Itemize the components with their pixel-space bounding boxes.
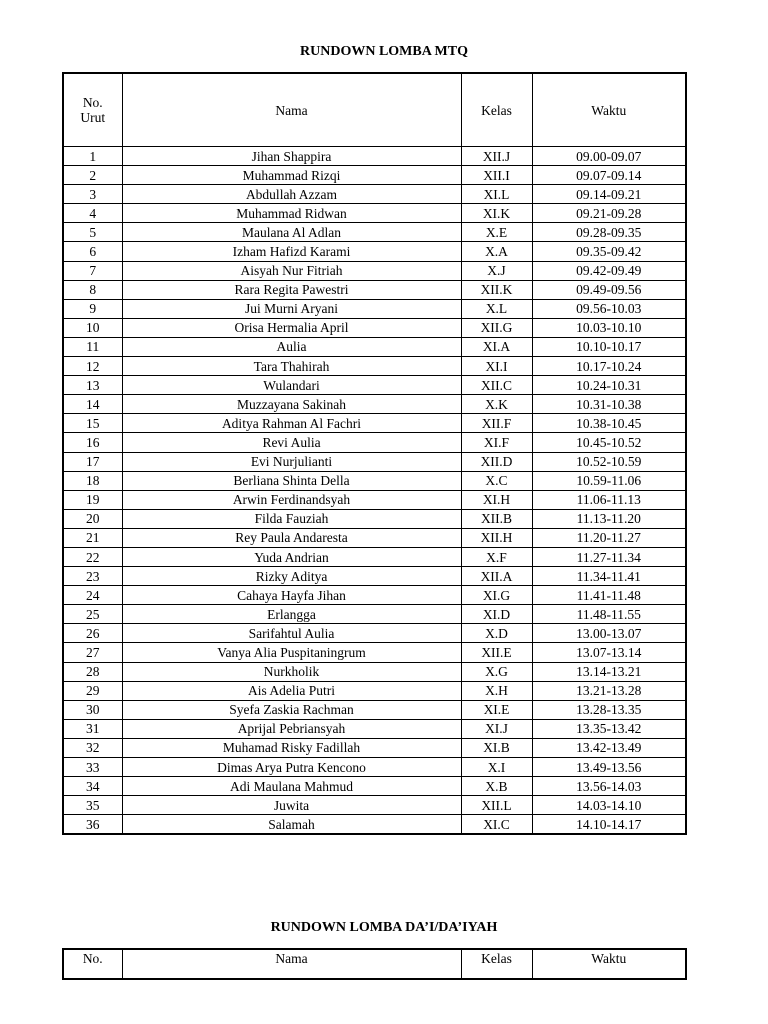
- header-kelas: Kelas: [461, 949, 532, 979]
- table-row: [63, 719, 686, 738]
- cell-nama: Erlangga: [122, 605, 461, 624]
- cell-kelas: XI.I: [461, 357, 532, 376]
- cell-no: 9: [63, 299, 122, 318]
- cell-no: 1: [63, 147, 122, 166]
- cell-waktu: 11.41-11.48: [532, 586, 686, 605]
- cell-kelas: X.C: [461, 471, 532, 490]
- cell-no: 18: [63, 471, 122, 490]
- cell-no: 10: [63, 318, 122, 337]
- cell-nama: Rizky Aditya: [122, 567, 461, 586]
- cell-no: 27: [63, 643, 122, 662]
- cell-nama: Dimas Arya Putra Kencono: [122, 758, 461, 777]
- cell-waktu: 10.52-10.59: [532, 452, 686, 471]
- cell-kelas: X.H: [461, 681, 532, 700]
- cell-nama: Aisyah Nur Fitriah: [122, 261, 461, 280]
- cell-nama: Muzzayana Sakinah: [122, 395, 461, 414]
- table-row: [63, 299, 686, 318]
- cell-waktu: 10.17-10.24: [532, 357, 686, 376]
- header-waktu: Waktu: [532, 73, 686, 147]
- table-row: [63, 681, 686, 700]
- dai-rundown-title: RUNDOWN LOMBA DA’I/DA’IYAH: [270, 920, 498, 935]
- table-row: [63, 758, 686, 777]
- table-row: [63, 624, 686, 643]
- cell-nama: Aprijal Pebriansyah: [122, 719, 461, 738]
- cell-waktu: 09.35-09.42: [532, 242, 686, 261]
- header-kelas: Kelas: [461, 73, 532, 147]
- cell-no: 29: [63, 681, 122, 700]
- cell-kelas: X.B: [461, 777, 532, 796]
- cell-no: 22: [63, 547, 122, 566]
- cell-nama: Jui Murni Aryani: [122, 299, 461, 318]
- cell-nama: Wulandari: [122, 376, 461, 395]
- cell-waktu: 09.07-09.14: [532, 166, 686, 185]
- cell-nama: Nurkholik: [122, 662, 461, 681]
- table-row: [63, 357, 686, 376]
- cell-no: 24: [63, 586, 122, 605]
- table-row: [63, 605, 686, 624]
- cell-waktu: 11.27-11.34: [532, 547, 686, 566]
- cell-nama: Maulana Al Adlan: [122, 223, 461, 242]
- cell-no: 7: [63, 261, 122, 280]
- table-row: [63, 509, 686, 528]
- cell-kelas: XII.E: [461, 643, 532, 662]
- cell-waktu: 09.42-09.49: [532, 261, 686, 280]
- cell-kelas: XI.C: [461, 815, 532, 835]
- table-row: [63, 337, 686, 356]
- table-row: [63, 395, 686, 414]
- cell-no: 13: [63, 376, 122, 395]
- cell-kelas: XI.G: [461, 586, 532, 605]
- cell-kelas: XII.B: [461, 509, 532, 528]
- table-row: [63, 490, 686, 509]
- cell-no: 6: [63, 242, 122, 261]
- table-row: [63, 796, 686, 815]
- cell-nama: Abdullah Azzam: [122, 185, 461, 204]
- cell-nama: Ais Adelia Putri: [122, 681, 461, 700]
- cell-no: 26: [63, 624, 122, 643]
- cell-no: 28: [63, 662, 122, 681]
- cell-no: 19: [63, 490, 122, 509]
- cell-kelas: XII.F: [461, 414, 532, 433]
- cell-kelas: XI.A: [461, 337, 532, 356]
- cell-kelas: X.K: [461, 395, 532, 414]
- cell-waktu: 13.49-13.56: [532, 758, 686, 777]
- cell-no: 4: [63, 204, 122, 223]
- header-nama: Nama: [122, 73, 461, 147]
- table-row: [63, 567, 686, 586]
- cell-kelas: XII.D: [461, 452, 532, 471]
- cell-nama: Sarifahtul Aulia: [122, 624, 461, 643]
- cell-waktu: 14.10-14.17: [532, 815, 686, 835]
- cell-waktu: 13.56-14.03: [532, 777, 686, 796]
- table-row: [63, 777, 686, 796]
- cell-no: 11: [63, 337, 122, 356]
- header-no-line2: Urut: [80, 110, 106, 125]
- cell-no: 33: [63, 758, 122, 777]
- cell-nama: Evi Nurjulianti: [122, 452, 461, 471]
- cell-no: 34: [63, 777, 122, 796]
- cell-nama: Rara Regita Pawestri: [122, 280, 461, 299]
- cell-no: 8: [63, 280, 122, 299]
- cell-waktu: 10.10-10.17: [532, 337, 686, 356]
- cell-kelas: X.A: [461, 242, 532, 261]
- table-row: [63, 147, 686, 166]
- cell-kelas: X.L: [461, 299, 532, 318]
- cell-nama: Filda Fauziah: [122, 509, 461, 528]
- table-row: [63, 452, 686, 471]
- cell-nama: Tara Thahirah: [122, 357, 461, 376]
- cell-no: 15: [63, 414, 122, 433]
- cell-nama: Juwita: [122, 796, 461, 815]
- table-row: [63, 528, 686, 547]
- header-nama: Nama: [122, 949, 461, 979]
- header-no: No.: [63, 949, 122, 979]
- cell-waktu: 10.31-10.38: [532, 395, 686, 414]
- cell-waktu: 11.13-11.20: [532, 509, 686, 528]
- cell-waktu: 09.00-09.07: [532, 147, 686, 166]
- cell-waktu: 13.00-13.07: [532, 624, 686, 643]
- cell-waktu: 10.59-11.06: [532, 471, 686, 490]
- cell-nama: Muhammad Ridwan: [122, 204, 461, 223]
- mtq-rundown-body: [63, 147, 686, 835]
- table-row: [63, 204, 686, 223]
- table-row: [63, 185, 686, 204]
- cell-kelas: X.E: [461, 223, 532, 242]
- cell-no: 25: [63, 605, 122, 624]
- cell-no: 17: [63, 452, 122, 471]
- mtq-rundown-table: [62, 72, 687, 835]
- cell-nama: Muhammad Rizqi: [122, 166, 461, 185]
- cell-no: 5: [63, 223, 122, 242]
- cell-kelas: XI.L: [461, 185, 532, 204]
- cell-waktu: 13.42-13.49: [532, 738, 686, 757]
- cell-nama: Jihan Shappira: [122, 147, 461, 166]
- cell-nama: Adi Maulana Mahmud: [122, 777, 461, 796]
- cell-nama: Rey Paula Andaresta: [122, 528, 461, 547]
- cell-nama: Muhamad Risky Fadillah: [122, 738, 461, 757]
- table-row: [63, 318, 686, 337]
- cell-waktu: 14.03-14.10: [532, 796, 686, 815]
- header-waktu: Waktu: [532, 949, 686, 979]
- cell-no: 16: [63, 433, 122, 452]
- cell-kelas: X.G: [461, 662, 532, 681]
- table-row: [63, 261, 686, 280]
- table-row: [63, 662, 686, 681]
- cell-waktu: 11.06-11.13: [532, 490, 686, 509]
- cell-waktu: 13.21-13.28: [532, 681, 686, 700]
- header-no-line1: No.: [82, 95, 103, 110]
- cell-no: 31: [63, 719, 122, 738]
- cell-waktu: 09.14-09.21: [532, 185, 686, 204]
- cell-kelas: X.J: [461, 261, 532, 280]
- cell-no: 21: [63, 528, 122, 547]
- cell-waktu: 13.35-13.42: [532, 719, 686, 738]
- cell-kelas: XII.C: [461, 376, 532, 395]
- cell-nama: Revi Aulia: [122, 433, 461, 452]
- cell-kelas: XI.H: [461, 490, 532, 509]
- cell-kelas: XII.I: [461, 166, 532, 185]
- cell-no: 20: [63, 509, 122, 528]
- cell-waktu: 10.45-10.52: [532, 433, 686, 452]
- cell-kelas: X.F: [461, 547, 532, 566]
- cell-waktu: 11.34-11.41: [532, 567, 686, 586]
- cell-kelas: XI.F: [461, 433, 532, 452]
- cell-kelas: XI.B: [461, 738, 532, 757]
- cell-nama: Arwin Ferdinandsyah: [122, 490, 461, 509]
- cell-nama: Aditya Rahman Al Fachri: [122, 414, 461, 433]
- cell-kelas: XII.G: [461, 318, 532, 337]
- table-row: [63, 376, 686, 395]
- table-row: [63, 166, 686, 185]
- cell-kelas: XII.L: [461, 796, 532, 815]
- cell-nama: Berliana Shinta Della: [122, 471, 461, 490]
- cell-waktu: 10.38-10.45: [532, 414, 686, 433]
- header-no-urut: [63, 73, 122, 147]
- cell-kelas: XII.H: [461, 528, 532, 547]
- cell-no: 36: [63, 815, 122, 835]
- cell-kelas: X.I: [461, 758, 532, 777]
- table-row: [63, 643, 686, 662]
- cell-nama: Izham Hafizd Karami: [122, 242, 461, 261]
- cell-waktu: 09.56-10.03: [532, 299, 686, 318]
- table-row: [63, 414, 686, 433]
- cell-no: 3: [63, 185, 122, 204]
- cell-nama: Aulia: [122, 337, 461, 356]
- cell-waktu: 10.24-10.31: [532, 376, 686, 395]
- cell-no: 14: [63, 395, 122, 414]
- cell-kelas: XI.E: [461, 700, 532, 719]
- table-row: [63, 471, 686, 490]
- cell-no: 23: [63, 567, 122, 586]
- cell-kelas: XI.K: [461, 204, 532, 223]
- cell-waktu: 11.48-11.55: [532, 605, 686, 624]
- cell-kelas: X.D: [461, 624, 532, 643]
- cell-nama: Orisa Hermalia April: [122, 318, 461, 337]
- table-row: [63, 433, 686, 452]
- cell-waktu: 13.14-13.21: [532, 662, 686, 681]
- cell-nama: Salamah: [122, 815, 461, 835]
- table-row: [63, 586, 686, 605]
- cell-no: 12: [63, 357, 122, 376]
- cell-waktu: 13.07-13.14: [532, 643, 686, 662]
- cell-waktu: 09.49-09.56: [532, 280, 686, 299]
- cell-no: 32: [63, 738, 122, 757]
- cell-kelas: XI.D: [461, 605, 532, 624]
- table-row: [63, 700, 686, 719]
- table-row: [63, 815, 686, 835]
- cell-kelas: XII.K: [461, 280, 532, 299]
- cell-kelas: XII.A: [461, 567, 532, 586]
- cell-nama: Vanya Alia Puspitaningrum: [122, 643, 461, 662]
- table-row: [63, 738, 686, 757]
- cell-nama: Yuda Andrian: [122, 547, 461, 566]
- dai-rundown-table: [62, 948, 687, 980]
- table-row: [63, 223, 686, 242]
- cell-no: 2: [63, 166, 122, 185]
- cell-no: 30: [63, 700, 122, 719]
- cell-waktu: 10.03-10.10: [532, 318, 686, 337]
- table-header-row: [63, 949, 686, 979]
- cell-waktu: 13.28-13.35: [532, 700, 686, 719]
- cell-waktu: 09.21-09.28: [532, 204, 686, 223]
- table-row: [63, 547, 686, 566]
- cell-kelas: XI.J: [461, 719, 532, 738]
- table-row: [63, 280, 686, 299]
- table-header-row: [63, 73, 686, 147]
- cell-nama: Syefa Zaskia Rachman: [122, 700, 461, 719]
- table-row: [63, 242, 686, 261]
- mtq-rundown-title: RUNDOWN LOMBA MTQ: [300, 44, 468, 59]
- cell-waktu: 11.20-11.27: [532, 528, 686, 547]
- cell-waktu: 09.28-09.35: [532, 223, 686, 242]
- cell-nama: Cahaya Hayfa Jihan: [122, 586, 461, 605]
- cell-no: 35: [63, 796, 122, 815]
- cell-kelas: XII.J: [461, 147, 532, 166]
